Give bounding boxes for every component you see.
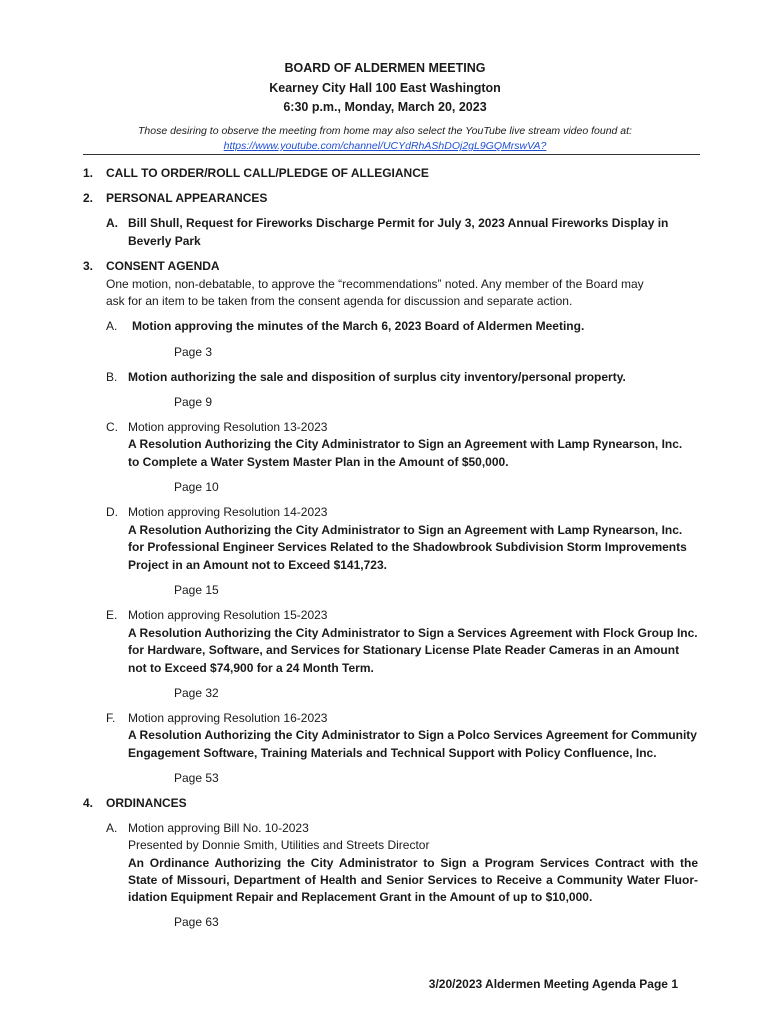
livestream-note: Those desiring to observe the meeting from home may also select the YouTube live stream video found at: [138, 125, 632, 137]
item-letter: A. [106, 821, 118, 835]
section-number: 4. [83, 796, 94, 810]
page-ref: Page 32 [174, 686, 219, 700]
resolution-13-line2: to Complete a Water System Master Plan in the Amount of $50,000. [128, 455, 509, 469]
resolution-14-line3: Project in an Amount not to Exceed $141,723. [128, 558, 387, 572]
meeting-location: Kearney City Hall 100 East Washington [269, 81, 501, 95]
page-ref: Page 63 [174, 915, 219, 929]
youtube-link[interactable]: https://www.youtube.com/channel/UCYdRhAShDOj2gL9GQMrswVA? [223, 140, 547, 152]
resolution-14-motion: Motion approving Resolution 14-2023 [128, 505, 328, 519]
section-title-ordinances: ORDINANCES [106, 796, 187, 810]
fireworks-request-line2: Beverly Park [128, 234, 201, 248]
page-ref: Page 15 [174, 583, 219, 597]
resolution-13-motion: Motion approving Resolution 13-2023 [128, 420, 328, 434]
resolution-15-line1: A Resolution Authorizing the City Administrator to Sign a Services Agreement with Flock Group Inc. [128, 626, 698, 640]
section-title-consent-agenda: CONSENT AGENDA [106, 259, 220, 273]
item-letter: E. [106, 608, 118, 622]
resolution-14-line1: A Resolution Authorizing the City Administrator to Sign an Agreement with Lamp Rynearson, Inc. [128, 523, 683, 537]
bill-10-presenter: Presented by Donnie Smith, Utilities and Streets Director [128, 838, 430, 852]
page-footer: 3/20/2023 Aldermen Meeting Agenda Page 1 [428, 977, 678, 991]
header-divider [83, 154, 700, 155]
consent-description-line1: One motion, non-debatable, to approve the “recommendations” noted. Any member of the Board may [106, 277, 644, 291]
item-letter: A. [106, 319, 118, 333]
meeting-datetime: 6:30 p.m., Monday, March 20, 2023 [283, 100, 487, 114]
page-ref: Page 53 [174, 771, 219, 785]
resolution-13-line1: A Resolution Authorizing the City Administrator to Sign an Agreement with Lamp Rynearson, Inc. [128, 437, 683, 451]
bill-10-line1: An Ordinance Authorizing the City Administrator to Sign a Program Services Contract with the [128, 856, 698, 870]
item-letter: B. [106, 370, 118, 384]
section-title-call-to-order: CALL TO ORDER/ROLL CALL/PLEDGE OF ALLEGIANCE [106, 166, 429, 180]
meeting-title: BOARD OF ALDERMEN MEETING [284, 61, 486, 75]
bill-10-line3: idation Equipment Repair and Replacement Grant in the Amount of up to $10,000. [128, 890, 593, 904]
page-ref: Page 10 [174, 480, 219, 494]
resolution-15-line2: for Hardware, Software, and Services for Stationary License Plate Reader Cameras in an Amount [128, 643, 680, 657]
minutes-motion: Motion approving the minutes of the March 6, 2023 Board of Aldermen Meeting. [132, 319, 585, 333]
item-letter: A. [106, 216, 118, 230]
bill-10-motion: Motion approving Bill No. 10-2023 [128, 821, 309, 835]
section-title-personal-appearances: PERSONAL APPEARANCES [106, 191, 268, 205]
item-letter: C. [106, 420, 118, 434]
resolution-16-line2: Engagement Software, Training Materials and Technical Support with Policy Confluence, Inc. [128, 746, 657, 760]
resolution-14-line2: for Professional Engineer Services Related to the Shadowbrook Subdivision Storm Improvements [128, 540, 687, 554]
section-number: 2. [83, 191, 94, 205]
consent-description-line2: ask for an item to be taken from the consent agenda for discussion and separate action. [106, 294, 573, 308]
bill-10-line2: State of Missouri, Department of Health and Senior Services to Receive a Community Water Fluor- [128, 873, 698, 887]
section-number: 3. [83, 259, 94, 273]
item-letter: F. [106, 711, 116, 725]
page-ref: Page 3 [174, 345, 213, 359]
resolution-16-line1: A Resolution Authorizing the City Administrator to Sign a Polco Services Agreement for Community [128, 728, 697, 742]
item-letter: D. [106, 505, 118, 519]
section-number: 1. [83, 166, 94, 180]
page-ref: Page 9 [174, 395, 213, 409]
resolution-15-line3: not to Exceed $74,900 for a 24 Month Term. [128, 661, 374, 675]
resolution-15-motion: Motion approving Resolution 15-2023 [128, 608, 328, 622]
resolution-16-motion: Motion approving Resolution 16-2023 [128, 711, 328, 725]
surplus-motion: Motion authorizing the sale and disposition of surplus city inventory/personal property. [128, 370, 626, 384]
fireworks-request-line1: Bill Shull, Request for Fireworks Discharge Permit for July 3, 2023 Annual Fireworks Display in [128, 216, 669, 230]
